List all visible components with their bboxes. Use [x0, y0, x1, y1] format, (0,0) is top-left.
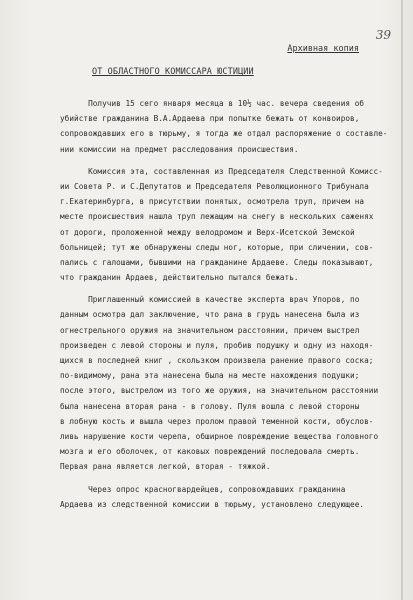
text-line: больницей; тут же обнаружены следы ног, которые, при сличении, сов- — [60, 242, 374, 252]
paragraph — [60, 96, 400, 157]
text-line: ии Совета Р. и С.Депутатов и Председателя Революционного Трибунала — [60, 181, 369, 191]
page-number: 39 — [375, 28, 391, 42]
text-line: данным осмотра дал заключение, что рана в грудь нанесена была из — [60, 310, 360, 320]
paragraph-gap — [60, 475, 400, 482]
text-line: ливь нарушение кости черепа, обширное повреждение вещества головного — [60, 431, 379, 441]
text-line: Получив 15 сего января месяца в 10½ час. вечера сведения об — [60, 99, 365, 108]
text-line: щихся в последней книг , скользком произвела ранение правого соска; — [60, 356, 374, 365]
text-line: Первая рана является легкой, вторая - тяжкой. — [60, 462, 271, 472]
text-line: убийстве гражданина В.А.Ардаева при попытке бежать от конвоиров, — [60, 114, 360, 124]
paragraph — [60, 164, 400, 286]
text-line: была нанесена вторая рана - в голову. Пуля вошла с левой стороны — [60, 401, 360, 411]
document-body — [60, 96, 400, 512]
text-line: мозга и его оболочек, от каковых повреждений последовала смерть. — [60, 447, 360, 457]
text-line: нии комиссии на предмет расследования происшествия. — [60, 144, 299, 154]
text-line: месте происшествия нашла труп лежащим на снегу в нескольких саженях — [60, 212, 374, 222]
text-line: сопровождавших его в тюрьму, я тогда же отдал распоряжение о составле- — [60, 129, 388, 139]
text-line: Ардаева из следственной комиссии в тюрьму, установлено следующее. — [60, 499, 365, 509]
paragraph — [60, 292, 400, 474]
paragraph-gap — [60, 285, 400, 292]
text-line: Комиссия эта, составленная из Председателя Следственной Комисс- — [60, 166, 383, 176]
page-edge — [401, 0, 403, 600]
text-line: произведен с левой стороны и пуля, пробив подушку и одну из находя- — [60, 340, 374, 350]
text-line: в лобную кость и вышла через пролом правой теменной кости, обуслов- — [60, 416, 374, 426]
text-line: пались с галошами, бывшими на гражданине Ардаеве. Следы показывают, — [60, 257, 374, 267]
text-line: что гражданин Ардаев, действительно пытался бежать. — [60, 273, 299, 283]
text-line: от дороги, проложенной между велодромом и Верх-Исетской Земской — [60, 227, 355, 237]
text-line: Через опрос красногвардейцев, сопровождавших гражданина — [60, 484, 346, 494]
paragraph-gap — [60, 157, 400, 164]
text-line: г.Екатеринбурга, в присутствии понятых, осмотрела труп, причем на — [60, 197, 365, 207]
text-line: по-видимому, рана эта нанесена была на месте нахождения подушки; — [60, 371, 360, 381]
archive-label: Архивная копия — [287, 44, 359, 54]
text-line: Приглашенный комиссией в качестве эксперта врач Упоров, по — [60, 295, 360, 305]
document-heading: ОТ ОБЛАСТНОГО КОМИССАРА ЮСТИЦИИ — [92, 67, 254, 77]
text-line: после этого, выстрелом из того же оружия, на значительном расстоянии — [60, 386, 379, 396]
paragraph — [60, 482, 400, 512]
text-line: огнестрельного оружия на значительном расстоянии, причем выстрел — [60, 325, 360, 335]
